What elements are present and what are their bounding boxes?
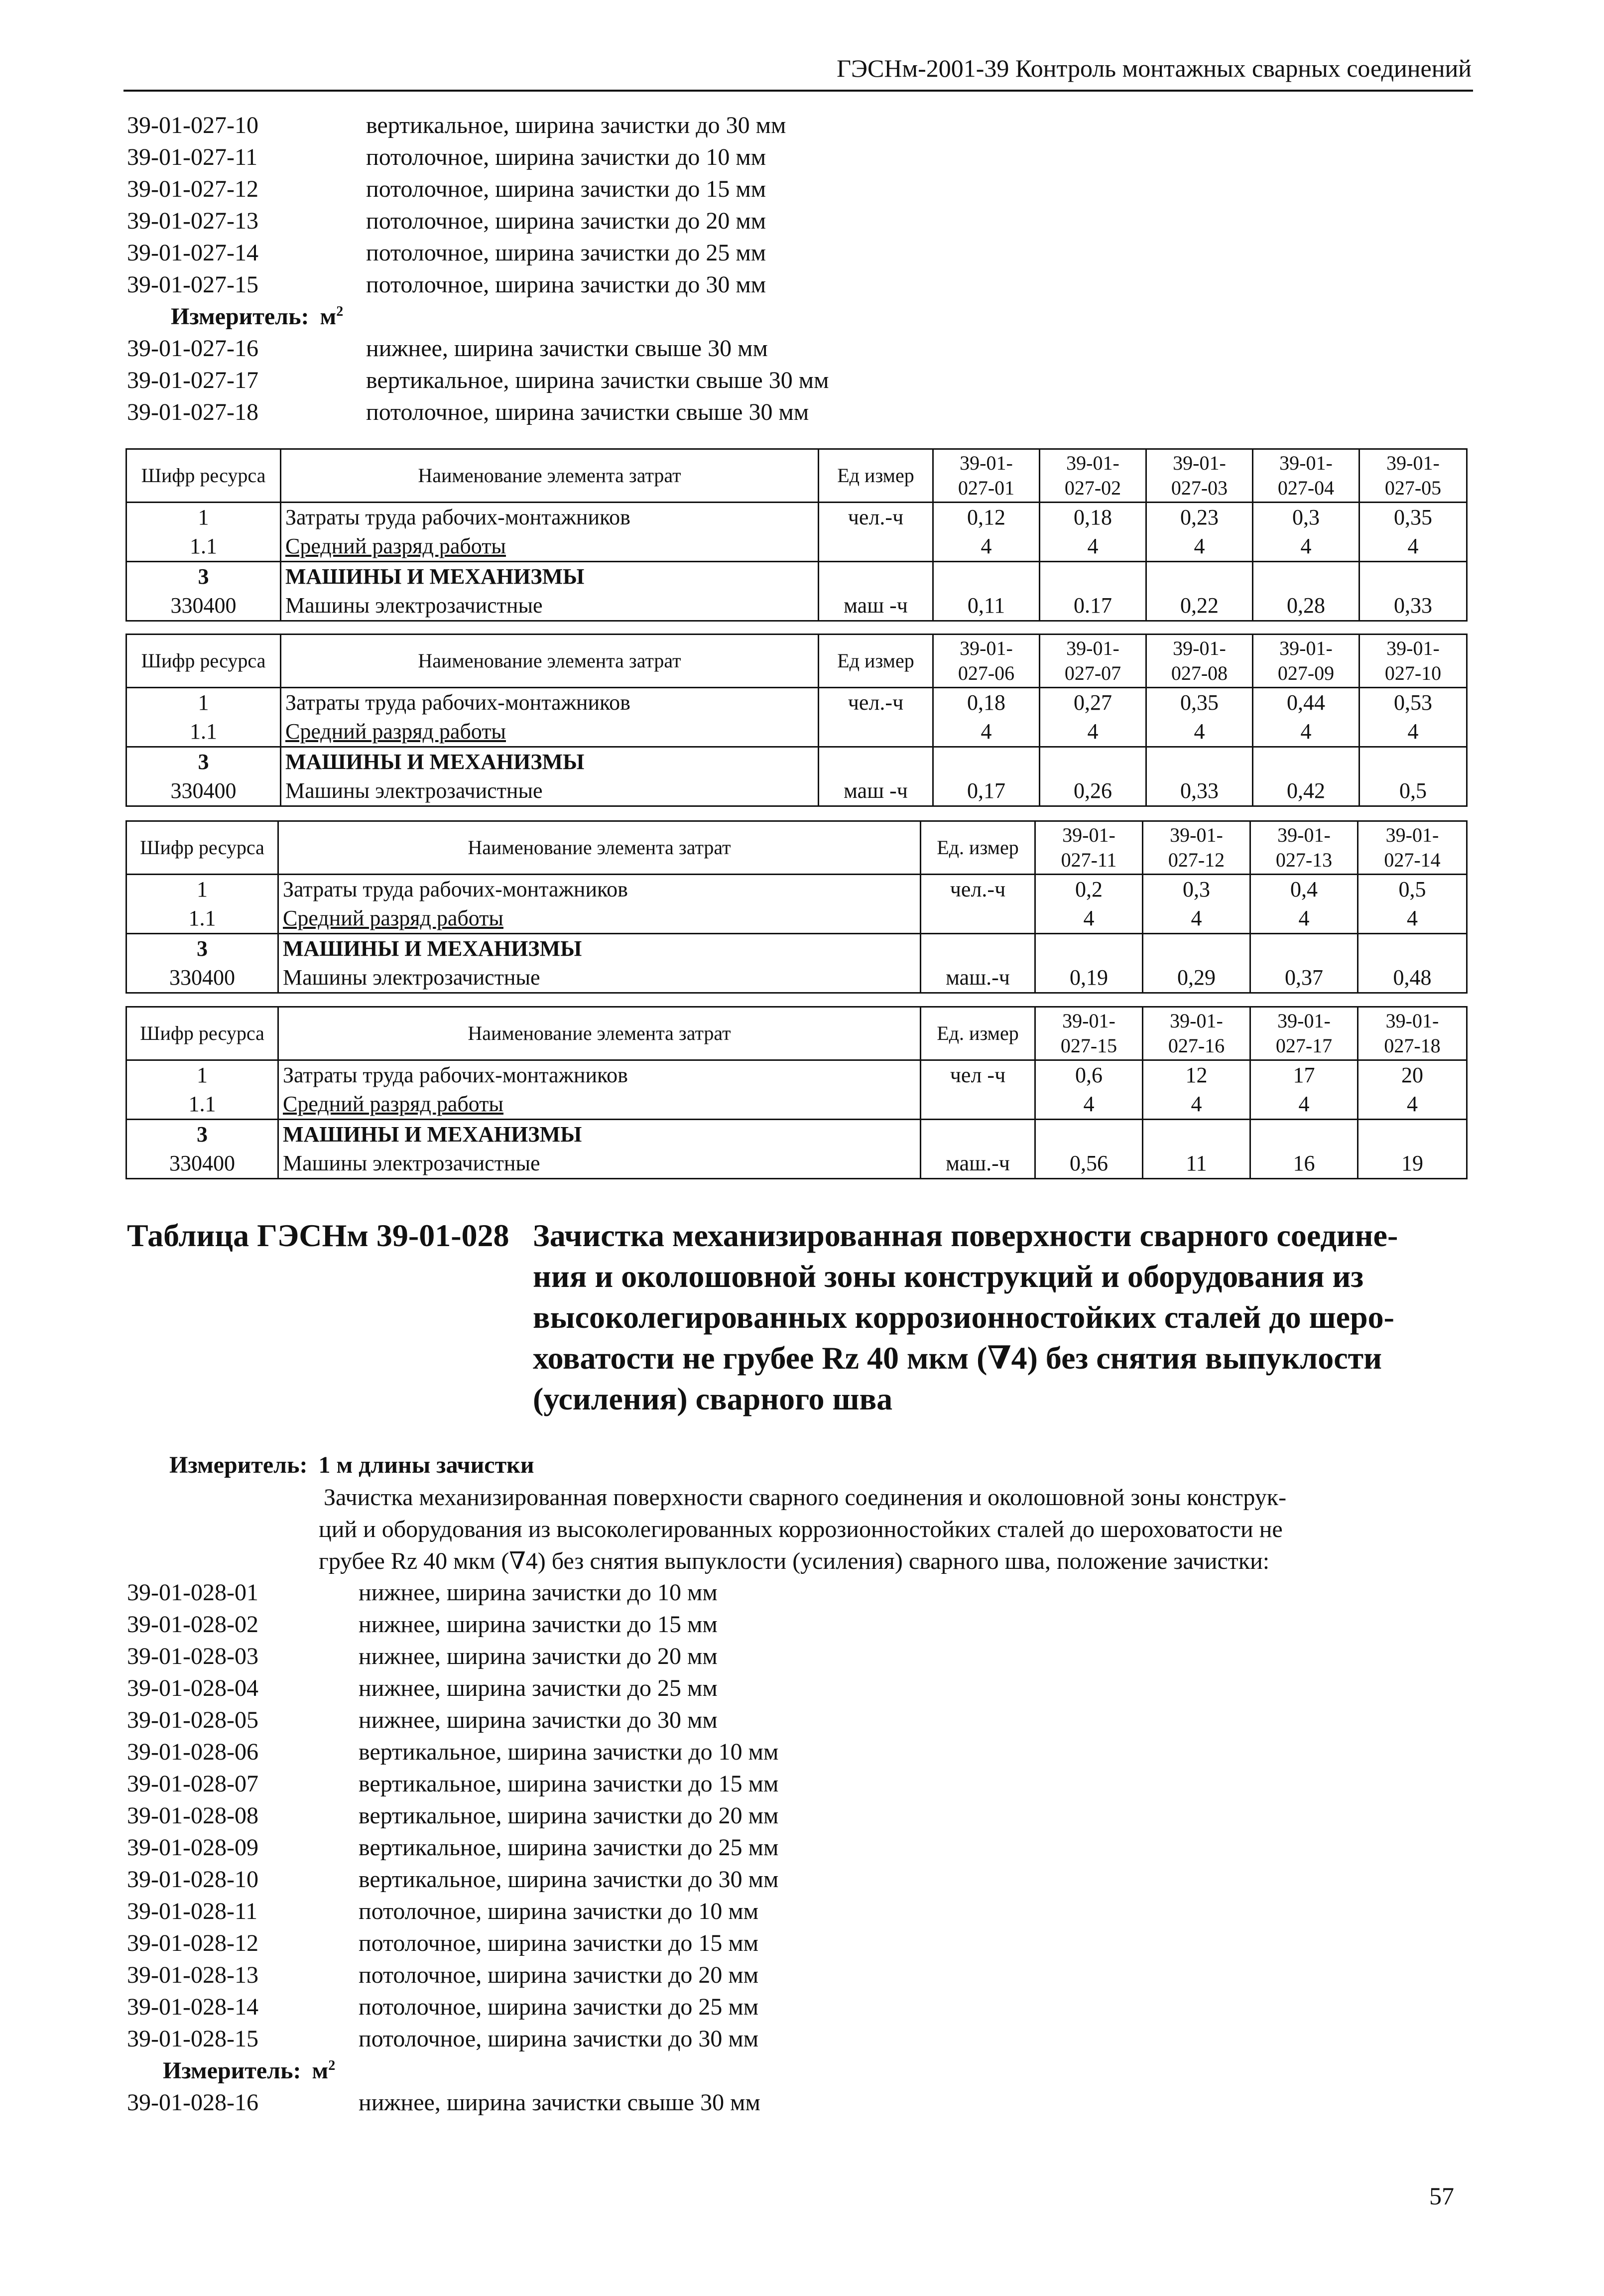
cell-value: 0,17 <box>933 776 1040 806</box>
item-code: 39-01-027-14 <box>127 240 258 266</box>
col-header-norm: 39-01- 027-10 <box>1359 635 1467 688</box>
cell-value: 11 <box>1143 1149 1250 1179</box>
cell-value: 0,33 <box>1146 776 1253 806</box>
measure-label: Измеритель: <box>171 303 309 330</box>
measure-unit: 1 м длины зачистки <box>318 1452 534 1478</box>
measure-unit-line <box>127 1449 1472 1481</box>
cell-unit: маш.-ч <box>921 963 1035 993</box>
cell-code: 1.1 <box>126 904 278 934</box>
cell-value <box>1040 562 1146 592</box>
title-prefix: Таблица ГЭСНм 39-01-028 <box>127 1218 509 1253</box>
col-header-norm: 39-01- 027-06 <box>933 635 1040 688</box>
item-code: 39-01-027-12 <box>127 176 258 202</box>
table-row <box>126 1060 1467 1090</box>
norm-table-3 <box>125 820 1468 994</box>
table-row <box>126 963 1467 993</box>
item-text: потолочное, ширина зачистки до 15 мм <box>366 176 766 202</box>
list-item <box>127 269 1472 301</box>
title-line: ховатости не грубее Rz 40 мкм (∇4) без снятия выпуклости <box>533 1340 1382 1376</box>
measure-label: Измеритель: <box>163 2057 301 2084</box>
item-code: 39-01-028-06 <box>127 1739 258 1765</box>
cell-code: 3 <box>126 1120 278 1149</box>
table-row <box>126 562 1467 592</box>
item-code: 39-01-028-08 <box>127 1802 258 1829</box>
cell-value: 0,3 <box>1143 875 1250 904</box>
col-header-norm: 39-01- 027-04 <box>1253 449 1359 503</box>
cell-value: 17 <box>1250 1060 1358 1090</box>
cell-value <box>1143 1120 1250 1149</box>
cell-name: Затраты труда рабочих-монтажников <box>278 1060 921 1090</box>
cell-value <box>933 747 1040 777</box>
item-code: 39-01-028-10 <box>127 1866 258 1893</box>
col-header-name: Наименование элемента затрат <box>281 449 819 503</box>
cell-value: 0,48 <box>1358 963 1467 993</box>
cell-value: 4 <box>1035 904 1143 934</box>
item-text: вертикальное, ширина зачистки до 10 мм <box>359 1739 779 1765</box>
item-code: 39-01-028-13 <box>127 1962 258 1988</box>
table-row <box>126 875 1467 904</box>
col-header-norm: 39-01- 027-02 <box>1040 449 1146 503</box>
table-header-row <box>126 449 1467 503</box>
measure-unit-line <box>127 301 1472 333</box>
bottom-item-list <box>127 1577 1472 2119</box>
title-line: Зачистка механизированная поверхности сварного соедине- <box>533 1218 1398 1253</box>
cell-value <box>1359 562 1467 592</box>
cell-value: 0,56 <box>1035 1149 1143 1179</box>
table-row <box>126 503 1467 532</box>
list-item <box>127 141 1472 173</box>
cell-value <box>1358 934 1467 964</box>
col-header-norm: 39-01- 027-07 <box>1040 635 1146 688</box>
col-header-norm: 39-01- 027-08 <box>1146 635 1253 688</box>
cell-value: 0,53 <box>1359 688 1467 718</box>
col-header-unit: Ед. измер <box>921 1007 1035 1060</box>
col-header-code: Шифр ресурса <box>126 449 281 503</box>
table-row <box>126 1090 1467 1120</box>
cell-name: Машины электрозачистные <box>281 591 819 621</box>
cell-unit: маш -ч <box>819 776 933 806</box>
item-code: 39-01-027-10 <box>127 112 258 138</box>
item-code: 39-01-028-04 <box>127 1675 258 1701</box>
item-code: 39-01-028-14 <box>127 1994 258 2020</box>
item-text: нижнее, ширина зачистки до 20 мм <box>359 1643 718 1669</box>
cell-value: 12 <box>1143 1060 1250 1090</box>
item-code: 39-01-027-18 <box>127 399 258 425</box>
table-row <box>126 747 1467 777</box>
cell-name: Затраты труда рабочих-монтажников <box>281 688 819 718</box>
col-header-norm: 39-01- 027-14 <box>1358 821 1467 875</box>
item-text: нижнее, ширина зачистки свыше 30 мм <box>359 2089 760 2116</box>
table-header-row <box>126 1007 1467 1060</box>
top-item-list <box>127 110 1472 428</box>
item-code: 39-01-028-11 <box>127 1898 258 1924</box>
cell-name: МАШИНЫ И МЕХАНИЗМЫ <box>278 934 921 964</box>
cell-value: 0,6 <box>1035 1060 1143 1090</box>
measure-block <box>127 1449 1472 1481</box>
cell-value: 0,23 <box>1146 503 1253 532</box>
cell-value <box>933 562 1040 592</box>
cell-value <box>1250 1120 1358 1149</box>
cell-code: 1 <box>126 1060 278 1090</box>
cell-value: 20 <box>1358 1060 1467 1090</box>
cell-unit <box>819 747 933 777</box>
title-line: (усиления) сварного шва <box>533 1381 893 1416</box>
cell-value <box>1253 562 1359 592</box>
cell-value: 4 <box>933 532 1040 562</box>
cell-code: 330400 <box>126 963 278 993</box>
item-code: 39-01-028-07 <box>127 1771 258 1797</box>
item-code: 39-01-028-12 <box>127 1930 258 1956</box>
cell-unit <box>921 1090 1035 1120</box>
cell-value: 4 <box>1253 717 1359 747</box>
cell-value: 0,11 <box>933 591 1040 621</box>
col-header-norm: 39-01- 027-09 <box>1253 635 1359 688</box>
cell-value: 4 <box>1359 532 1467 562</box>
running-header: ГЭСНм-2001-39 Контроль монтажных сварных соединений <box>837 54 1472 82</box>
table-row <box>126 934 1467 964</box>
list-item <box>127 1577 1472 1609</box>
item-text: нижнее, ширина зачистки до 10 мм <box>359 1579 718 1606</box>
list-item <box>127 1800 1472 1832</box>
list-item <box>127 110 1472 141</box>
list-item <box>127 205 1472 237</box>
cell-value <box>1359 747 1467 777</box>
col-header-name: Наименование элемента затрат <box>278 1007 921 1060</box>
cell-unit <box>819 562 933 592</box>
cell-value: 0,26 <box>1040 776 1146 806</box>
col-header-code: Шифр ресурса <box>126 821 278 875</box>
cell-value: 0,37 <box>1250 963 1358 993</box>
cell-unit <box>819 532 933 562</box>
list-item <box>127 237 1472 269</box>
item-text: потолочное, ширина зачистки до 25 мм <box>366 240 766 266</box>
cell-value <box>1035 1120 1143 1149</box>
col-header-norm: 39-01- 027-13 <box>1250 821 1358 875</box>
list-item <box>127 1991 1472 2023</box>
col-header-norm: 39-01- 027-17 <box>1250 1007 1358 1060</box>
cell-name: Средний разряд работы <box>278 1090 921 1120</box>
table-row <box>126 1120 1467 1149</box>
page-number: 57 <box>1429 2182 1454 2210</box>
col-header-norm: 39-01- 027-15 <box>1035 1007 1143 1060</box>
description-line: грубее Rz 40 мкм (∇4) без снятия выпуклости (усиления) сварного шва, положение зачистки: <box>319 1548 1270 1574</box>
item-text: потолочное, ширина зачистки до 10 мм <box>366 144 766 170</box>
cell-unit <box>921 934 1035 964</box>
list-item <box>127 1672 1472 1704</box>
cell-value: 0,18 <box>1040 503 1146 532</box>
list-item <box>127 333 1472 365</box>
col-header-name: Наименование элемента затрат <box>281 635 819 688</box>
item-text: вертикальное, ширина зачистки до 25 мм <box>359 1834 779 1861</box>
list-item <box>127 1864 1472 1896</box>
cell-name: Средний разряд работы <box>281 532 819 562</box>
col-header-code: Шифр ресурса <box>126 1007 278 1060</box>
list-item <box>127 1641 1472 1672</box>
table-row <box>126 1149 1467 1179</box>
col-header-unit: Ед измер <box>819 449 933 503</box>
cell-code: 330400 <box>126 776 281 806</box>
cell-code: 1 <box>126 503 281 532</box>
item-text: потолочное, ширина зачистки до 15 мм <box>359 1930 759 1956</box>
col-header-unit: Ед измер <box>819 635 933 688</box>
cell-value: 19 <box>1358 1149 1467 1179</box>
cell-value: 4 <box>1250 1090 1358 1120</box>
col-header-norm: 39-01- 027-01 <box>933 449 1040 503</box>
item-code: 39-01-027-17 <box>127 367 258 393</box>
cell-value: 4 <box>1035 1090 1143 1120</box>
cell-value: 0,22 <box>1146 591 1253 621</box>
list-item <box>127 1736 1472 1768</box>
item-text: потолочное, ширина зачистки до 20 мм <box>366 208 766 234</box>
table-row <box>126 532 1467 562</box>
cell-value <box>1035 934 1143 964</box>
cell-value: 4 <box>1040 717 1146 747</box>
item-text: потолочное, ширина зачистки до 30 мм <box>366 271 766 298</box>
cell-value: 0,28 <box>1253 591 1359 621</box>
cell-value <box>1146 562 1253 592</box>
cell-value: 0,35 <box>1146 688 1253 718</box>
item-text: вертикальное, ширина зачистки до 30 мм <box>366 112 786 138</box>
cell-unit: маш -ч <box>819 591 933 621</box>
item-code: 39-01-028-15 <box>127 2026 258 2052</box>
measure-unit-line <box>127 2055 1472 2087</box>
item-code: 39-01-027-16 <box>127 335 258 362</box>
cell-value <box>1358 1120 1467 1149</box>
table-row <box>126 717 1467 747</box>
item-code: 39-01-028-09 <box>127 1834 258 1861</box>
item-text: нижнее, ширина зачистки до 30 мм <box>359 1707 718 1733</box>
list-item <box>127 2087 1472 2119</box>
table-row <box>126 688 1467 718</box>
cell-code: 1 <box>126 688 281 718</box>
cell-value: 0,3 <box>1253 503 1359 532</box>
col-header-norm: 39-01- 027-18 <box>1358 1007 1467 1060</box>
cell-value: 16 <box>1250 1149 1358 1179</box>
section-title <box>127 1215 1472 1419</box>
table-header-row <box>126 821 1467 875</box>
list-item <box>127 173 1472 205</box>
col-header-norm: 39-01- 027-12 <box>1143 821 1250 875</box>
col-header-norm: 39-01- 027-16 <box>1143 1007 1250 1060</box>
cell-unit <box>819 717 933 747</box>
cell-value <box>1143 934 1250 964</box>
list-item <box>127 1704 1472 1736</box>
cell-code: 1.1 <box>126 532 281 562</box>
table-row <box>126 776 1467 806</box>
col-header-code: Шифр ресурса <box>126 635 281 688</box>
cell-value: 0,19 <box>1035 963 1143 993</box>
list-item <box>127 396 1472 428</box>
table-header-row <box>126 635 1467 688</box>
cell-name: МАШИНЫ И МЕХАНИЗМЫ <box>281 562 819 592</box>
col-header-name: Наименование элемента затрат <box>278 821 921 875</box>
cell-value <box>1040 747 1146 777</box>
cell-value: 0,44 <box>1253 688 1359 718</box>
col-header-unit: Ед. измер <box>921 821 1035 875</box>
item-text: вертикальное, ширина зачистки до 15 мм <box>359 1771 779 1797</box>
cell-code: 1.1 <box>126 717 281 747</box>
list-item <box>127 365 1472 396</box>
cell-value: 0.17 <box>1040 591 1146 621</box>
cell-name: Средний разряд работы <box>278 904 921 934</box>
item-text: нижнее, ширина зачистки свыше 30 мм <box>366 335 768 362</box>
title-line: ния и околошовной зоны конструкций и оборудования из <box>533 1259 1364 1294</box>
cell-value: 4 <box>1250 904 1358 934</box>
norm-table-4 <box>125 1006 1468 1179</box>
cell-unit: чел.-ч <box>819 688 933 718</box>
cell-value: 0,27 <box>1040 688 1146 718</box>
item-text: потолочное, ширина зачистки до 20 мм <box>359 1962 759 1988</box>
list-item <box>127 1609 1472 1641</box>
cell-value: 4 <box>1253 532 1359 562</box>
cell-code: 330400 <box>126 1149 278 1179</box>
cell-unit: чел.-ч <box>921 875 1035 904</box>
item-text: вертикальное, ширина зачистки свыше 30 мм <box>366 367 829 393</box>
item-code: 39-01-028-16 <box>127 2089 258 2116</box>
list-item <box>127 1927 1472 1959</box>
cell-value: 4 <box>1143 1090 1250 1120</box>
cell-value: 0,35 <box>1359 503 1467 532</box>
cell-code: 1.1 <box>126 1090 278 1120</box>
item-code: 39-01-028-01 <box>127 1579 258 1606</box>
list-item <box>127 1896 1472 1927</box>
cell-unit <box>921 904 1035 934</box>
cell-name: МАШИНЫ И МЕХАНИЗМЫ <box>281 747 819 777</box>
norm-table-2 <box>125 634 1468 807</box>
list-item <box>127 1768 1472 1800</box>
item-code: 39-01-027-13 <box>127 208 258 234</box>
cell-unit: маш.-ч <box>921 1149 1035 1179</box>
cell-value: 4 <box>933 717 1040 747</box>
col-header-norm: 39-01- 027-11 <box>1035 821 1143 875</box>
item-code: 39-01-028-02 <box>127 1611 258 1638</box>
cell-name: Средний разряд работы <box>281 717 819 747</box>
cell-code: 3 <box>126 747 281 777</box>
cell-code: 3 <box>126 934 278 964</box>
cell-name: Затраты труда рабочих-монтажников <box>281 503 819 532</box>
item-code: 39-01-027-11 <box>127 144 258 170</box>
cell-value: 0,33 <box>1359 591 1467 621</box>
cell-code: 3 <box>126 562 281 592</box>
cell-value <box>1146 747 1253 777</box>
item-code: 39-01-028-03 <box>127 1643 258 1669</box>
item-code: 39-01-028-05 <box>127 1707 258 1733</box>
list-item <box>127 2023 1472 2055</box>
col-header-norm: 39-01- 027-05 <box>1359 449 1467 503</box>
cell-value: 0,29 <box>1143 963 1250 993</box>
cell-value: 4 <box>1146 532 1253 562</box>
description-line: Зачистка механизированная поверхности сварного соединения и околошовной зоны конструк- <box>324 1484 1287 1511</box>
measure-label: Измеритель: <box>169 1452 308 1478</box>
cell-value <box>1253 747 1359 777</box>
cell-value: 0,18 <box>933 688 1040 718</box>
cell-name: Машины электрозачистные <box>278 963 921 993</box>
cell-value: 4 <box>1359 717 1467 747</box>
cell-value: 0,4 <box>1250 875 1358 904</box>
cell-value: 4 <box>1358 904 1467 934</box>
cell-value: 4 <box>1040 532 1146 562</box>
cell-code: 1 <box>126 875 278 904</box>
title-line: высоколегированных коррозионностойких сталей до шеро- <box>533 1299 1394 1335</box>
cell-value <box>1250 934 1358 964</box>
item-text: потолочное, ширина зачистки свыше 30 мм <box>366 399 809 425</box>
norm-table-1 <box>125 448 1468 622</box>
cell-value: 0,5 <box>1358 875 1467 904</box>
item-text: вертикальное, ширина зачистки до 30 мм <box>359 1866 779 1893</box>
cell-name: Машины электрозачистные <box>281 776 819 806</box>
cell-value: 0,5 <box>1359 776 1467 806</box>
cell-name: Затраты труда рабочих-монтажников <box>278 875 921 904</box>
cell-name: МАШИНЫ И МЕХАНИЗМЫ <box>278 1120 921 1149</box>
cell-code: 330400 <box>126 591 281 621</box>
item-code: 39-01-027-15 <box>127 271 258 298</box>
cell-value: 0,12 <box>933 503 1040 532</box>
item-text: потолочное, ширина зачистки до 10 мм <box>359 1898 759 1924</box>
cell-value: 4 <box>1358 1090 1467 1120</box>
description-line: ций и оборудования из высоколегированных коррозионностойких сталей до шероховатости не <box>319 1516 1283 1542</box>
table-row <box>126 904 1467 934</box>
item-text: нижнее, ширина зачистки до 25 мм <box>359 1675 718 1701</box>
cell-value: 4 <box>1143 904 1250 934</box>
header-rule <box>123 90 1473 92</box>
measure-unit: $м^2$ <box>312 2057 336 2084</box>
item-text: вертикальное, ширина зачистки до 20 мм <box>359 1802 779 1829</box>
measure-unit: $м^2$ <box>320 303 344 330</box>
col-header-norm: 39-01- 027-03 <box>1146 449 1253 503</box>
item-text: потолочное, ширина зачистки до 25 мм <box>359 1994 759 2020</box>
cell-name: Машины электрозачистные <box>278 1149 921 1179</box>
item-text: нижнее, ширина зачистки до 15 мм <box>359 1611 718 1638</box>
table-row <box>126 591 1467 621</box>
cell-value: 0,42 <box>1253 776 1359 806</box>
list-item <box>127 1832 1472 1864</box>
section-description <box>319 1482 1469 1577</box>
item-text: потолочное, ширина зачистки до 30 мм <box>359 2026 759 2052</box>
cell-unit: чел.-ч <box>819 503 933 532</box>
cell-unit <box>921 1120 1035 1149</box>
cell-unit: чел -ч <box>921 1060 1035 1090</box>
cell-value: 4 <box>1146 717 1253 747</box>
cell-value: 0,2 <box>1035 875 1143 904</box>
list-item <box>127 1959 1472 1991</box>
